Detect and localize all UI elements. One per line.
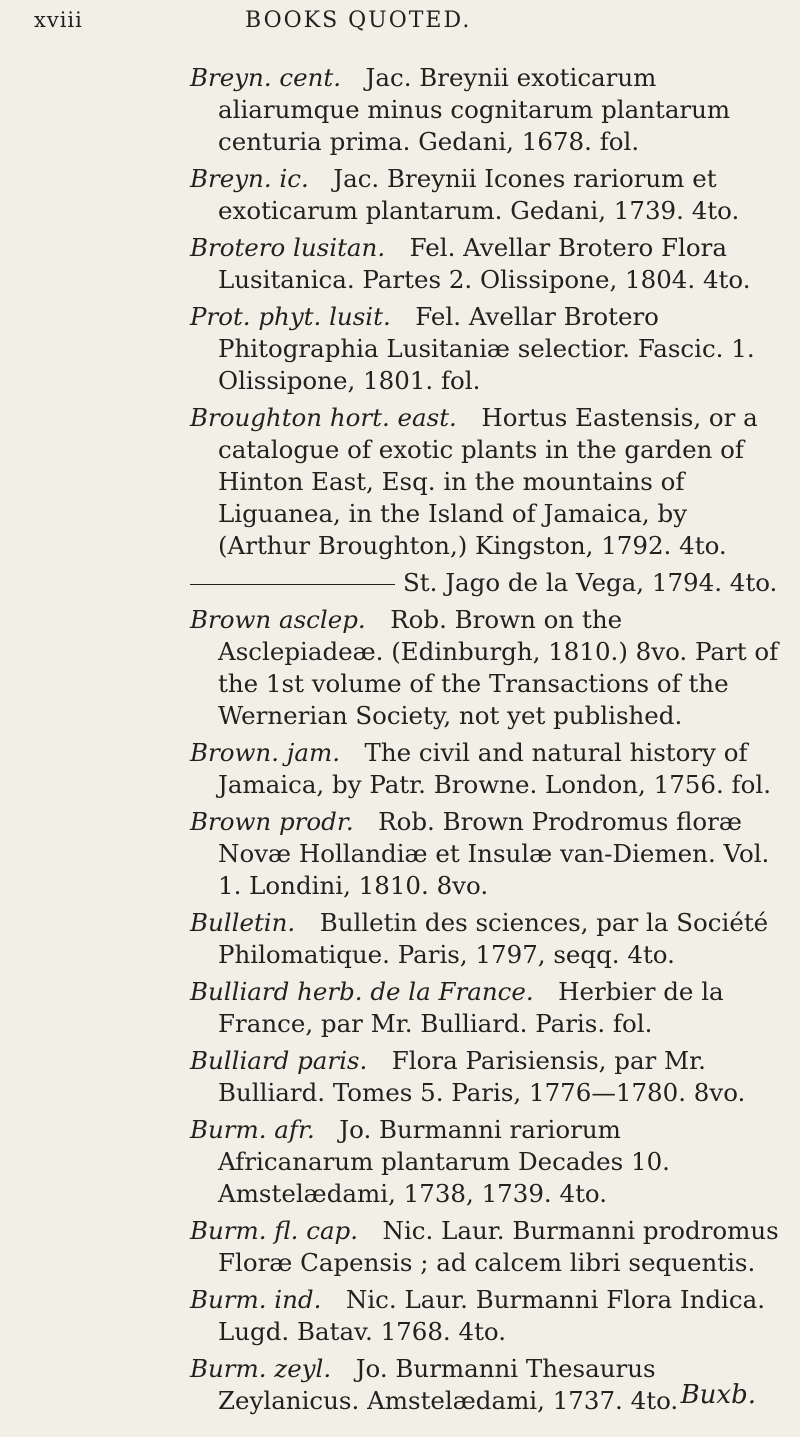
bibliography-entry (190, 1215, 780, 1279)
running-title: BOOKS QUOTED. (245, 8, 472, 33)
bibliography-entry (190, 806, 780, 902)
entry-abbreviation: Burm. fl. cap. (190, 1216, 359, 1245)
entry-abbreviation: Broughton hort. east. (190, 403, 457, 432)
bibliography-entry (190, 232, 780, 296)
bibliography-entry (190, 1284, 780, 1348)
entry-citation: The civil and natural history of Jamaica, by Patr. Browne. London, 1756. fol. (218, 738, 771, 799)
bibliography-entry (190, 402, 780, 562)
entry-abbreviation: Bulliard paris. (190, 1046, 368, 1075)
bibliography-entry (190, 976, 780, 1040)
bibliography-list (0, 62, 800, 1422)
bibliography-entry (190, 62, 780, 158)
catchword: Buxb. (680, 1380, 756, 1410)
entry-abbreviation: Burm. zeyl. (190, 1354, 332, 1383)
entry-citation: Fel. Avellar Brotero Phitographia Lusitaniæ selectior. Fascic. 1. Olissipone, 1801. fol. (218, 302, 755, 395)
entry-citation: Jo. Burmanni Thesaurus Zeylanicus. Amstelædami, 1737. 4to. (218, 1354, 679, 1415)
bibliography-entry (190, 163, 780, 227)
entry-abbreviation: Brotero lusitan. (190, 233, 386, 262)
entry-citation: Fel. Avellar Brotero Flora Lusitanica. Partes 2. Olissipone, 1804. 4to. (218, 233, 751, 294)
page-number: xviii (34, 8, 83, 32)
entry-citation: Hortus Eastensis, or a catalogue of exotic plants in the garden of Hinton East, Esq. in the mountains of Liguanea, in the Island of Jamaica, by (Arthur Broughton,) Kingston, 1792. 4to. (218, 403, 758, 560)
entry-abbreviation: Prot. phyt. lusit. (190, 302, 391, 331)
entry-abbreviation: Breyn. ic. (190, 164, 309, 193)
entry-abbreviation: Brown. jam. (190, 738, 341, 767)
bibliography-entry (190, 907, 780, 971)
bibliography-entry (190, 301, 780, 397)
entry-abbreviation: Bulletin. (190, 908, 296, 937)
bibliography-entry (190, 1045, 780, 1109)
entry-citation: Bulletin des sciences, par la Société Philomatique. Paris, 1797, seqq. 4to. (218, 908, 769, 969)
entry-citation: Nic. Laur. Burmanni prodromus Floræ Capensis ; ad calcem libri sequentis. (218, 1216, 779, 1277)
bibliography-entry (190, 1114, 780, 1210)
entry-citation: Rob. Brown Prodromus floræ Novæ Hollandiæ et Insulæ van-Diemen. Vol. 1. Londini, 1810. 8vo. (218, 807, 770, 900)
bibliography-entry (190, 604, 780, 732)
entry-abbreviation: Breyn. cent. (190, 63, 342, 92)
entry-citation: Rob. Brown on the Asclepiadeæ. (Edinburgh, 1810.) 8vo. Part of the 1st volume of the Transactions of the Wernerian Society, not yet published. (218, 605, 779, 730)
entry-citation: Jo. Burmanni rariorum Africanarum plantarum Decades 10. Amstelædami, 1738, 1739. 4to. (218, 1115, 670, 1208)
bibliography-entry (190, 567, 780, 599)
page-header (0, 8, 800, 48)
entry-citation: Jac. Breynii Icones rariorum et exoticarum plantarum. Gedani, 1739. 4to. (218, 164, 740, 225)
bibliography-entry (190, 737, 780, 801)
entry-citation: Jac. Breynii exoticarum aliarumque minus cognitarum plantarum centuria prima. Gedani, 1678. fol. (218, 63, 731, 156)
entry-abbreviation: Bulliard herb. de la France. (190, 977, 534, 1006)
entry-abbreviation: Burm. afr. (190, 1115, 315, 1144)
entry-citation: St. Jago de la Vega, 1794. 4to. (403, 568, 778, 597)
entry-citation: Herbier de la France, par Mr. Bulliard. Paris. fol. (218, 977, 724, 1038)
ditto-rule (190, 584, 395, 585)
entry-abbreviation: Brown asclep. (190, 605, 366, 634)
entry-abbreviation: Brown prodr. (190, 807, 354, 836)
entry-abbreviation: Burm. ind. (190, 1285, 322, 1314)
entry-citation: Flora Parisiensis, par Mr. Bulliard. Tomes 5. Paris, 1776—1780. 8vo. (218, 1046, 746, 1107)
entry-citation: Nic. Laur. Burmanni Flora Indica. Lugd. Batav. 1768. 4to. (218, 1285, 766, 1346)
